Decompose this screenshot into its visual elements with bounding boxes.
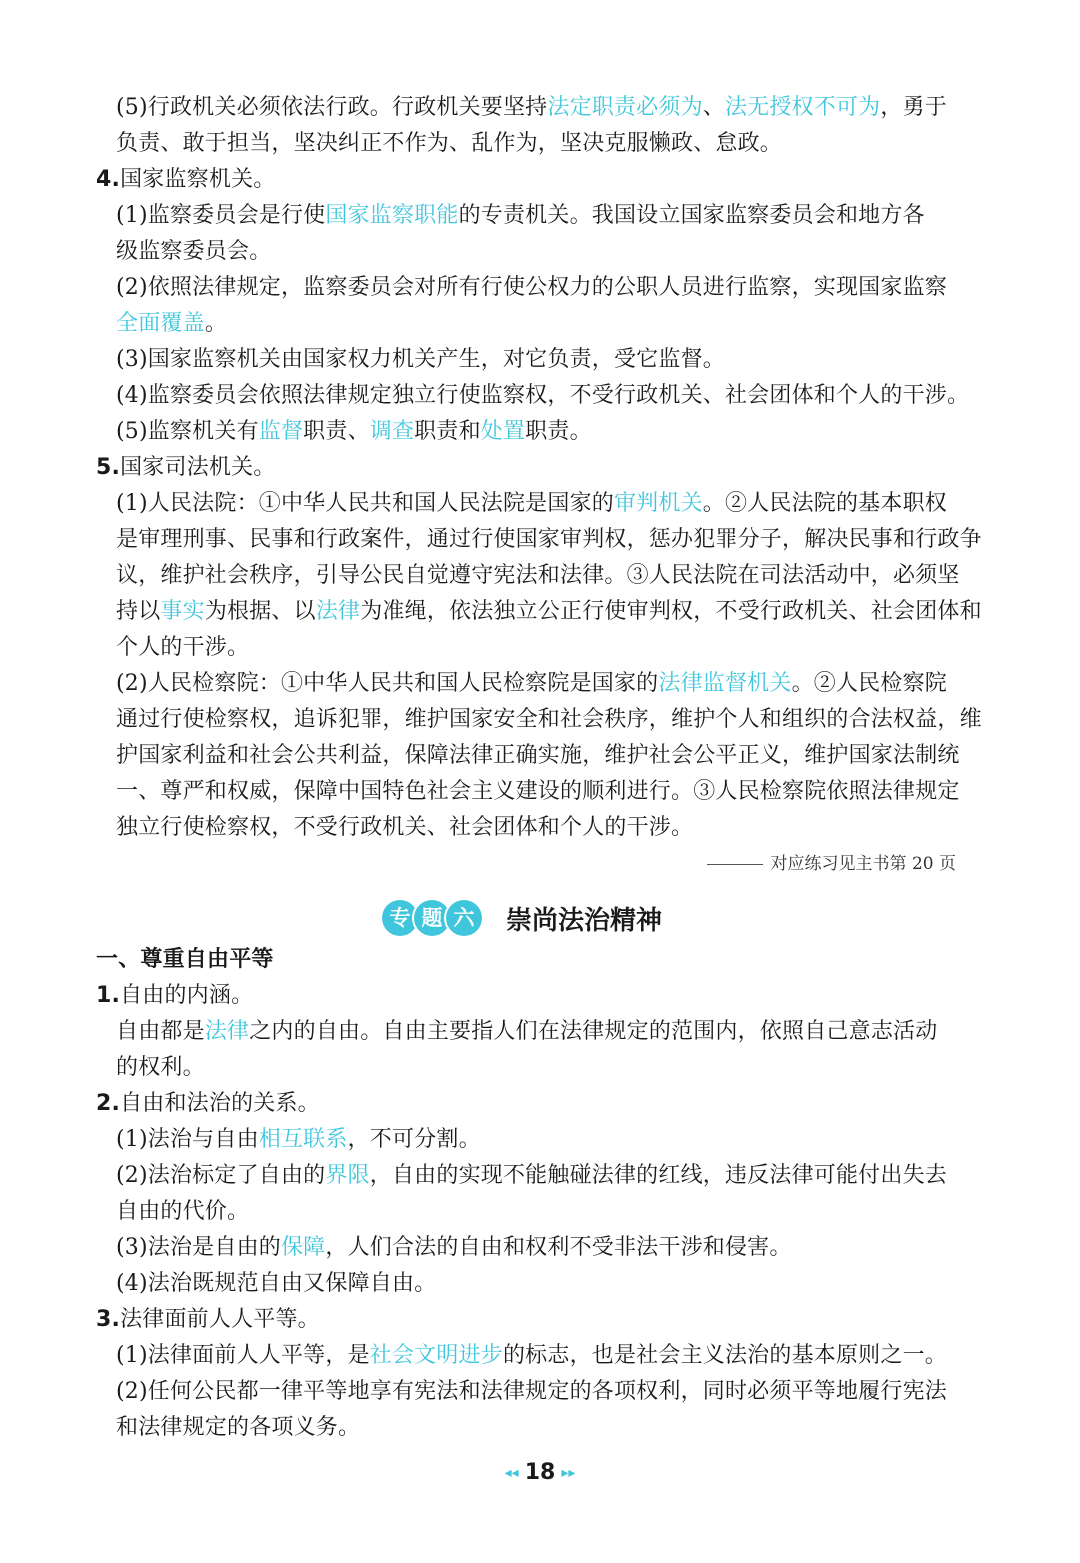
text-line: (3)法治是自由的保障，人们合法的自由和权利不受非法干涉和侵害。	[116, 1235, 792, 1260]
text-line: 负责、敢于担当，坚决纠正不作为、乱作为，坚决克服懒政、怠政。	[116, 131, 783, 156]
text-line: (1)人民法院：①中华人民共和国人民法院是国家的审判机关。②人民法院的基本职权	[116, 491, 947, 516]
highlight-term: 法定职责必须为	[547, 95, 703, 120]
section-heading: 4.国家监察机关。	[96, 167, 276, 192]
highlight-term: 法律	[204, 1019, 250, 1044]
highlight-term: 调查	[369, 419, 415, 444]
text-line: (2)人民检察院：①中华人民共和国人民检察院是国家的法律监督机关。②人民检察院	[116, 671, 947, 696]
text-line: (1)法治与自由相互联系，不可分割。	[116, 1127, 481, 1152]
topic-badge: 六	[446, 900, 482, 936]
section-heading: 1.自由的内涵。	[96, 983, 254, 1008]
dash-rule	[707, 864, 763, 865]
topic-badges	[382, 900, 478, 936]
highlight-term: 法无授权不可为	[724, 95, 881, 120]
highlight-term: 法律	[315, 599, 361, 624]
page-number: ◂◂ 18 ▸▸	[504, 1460, 576, 1485]
text-line: (3)国家监察机关由国家权力机关产生，对它负责，受它监督。	[116, 347, 725, 372]
text-line: 独立行使检察权，不受行政机关、社会团体和个人的干涉。	[116, 815, 694, 840]
text-line: 持以事实为根据、以法律为准绳，依法独立公正行使审判权，不受行政机关、社会团体和	[116, 599, 982, 624]
text-line: (5)行政机关必须依法行政。行政机关要坚持法定职责必须为、法无授权不可为，勇于	[116, 95, 947, 120]
text-line: (4)监察委员会依照法律规定独立行使监察权，不受行政机关、社会团体和个人的干涉。	[116, 383, 970, 408]
text-line: (1)监察委员会是行使国家监察职能的专责机关。我国设立国家监察委员会和地方各	[116, 203, 925, 228]
right-arrows-icon: ▸▸	[561, 1465, 576, 1481]
topic-badge: 题	[414, 900, 450, 936]
highlight-term: 处置	[480, 419, 526, 444]
text-line: 个人的干涉。	[116, 635, 250, 660]
topic-badge: 专	[382, 900, 418, 936]
text-line: 自由都是法律之内的自由。自由主要指人们在法律规定的范围内，依照自己意志活动	[116, 1019, 938, 1044]
text-line: (2)依照法律规定，监察委员会对所有行使公权力的公职人员进行监察，实现国家监察	[116, 275, 947, 300]
part-heading: 一、尊重自由平等	[96, 947, 274, 972]
text-line: 和法律规定的各项义务。	[116, 1415, 361, 1440]
highlight-term: 国家监察职能	[325, 203, 459, 228]
text-line: 的权利。	[116, 1055, 205, 1080]
text-line: (5)监察机关有监督职责、调查职责和处置职责。	[116, 419, 592, 444]
highlight-term: 相互联系	[258, 1127, 348, 1152]
text-line: (1)法律面前人人平等，是社会文明进步的标志，也是社会主义法治的基本原则之一。	[116, 1343, 947, 1368]
section-heading: 3.法律面前人人平等。	[96, 1307, 320, 1332]
text-line: 全面覆盖。	[116, 311, 228, 336]
text-line: 通过行使检察权，追诉犯罪，维护国家安全和社会秩序，维护个人和组织的合法权益，维	[116, 707, 982, 732]
left-arrows-icon: ◂◂	[504, 1465, 519, 1481]
highlight-term: 监督	[258, 419, 304, 444]
cross-reference: 对应练习见主书第 20 页	[707, 852, 956, 876]
highlight-term: 全面覆盖	[116, 311, 205, 336]
text-line: 自由的代价。	[116, 1199, 250, 1224]
text-line: 一、尊严和权威，保障中国特色社会主义建设的顺利进行。③人民检察院依照法律规定	[116, 779, 960, 804]
topic-header	[382, 896, 662, 940]
text-line: 护国家利益和社会公共利益，保障法律正确实施，维护社会公平正义，维护国家法制统	[116, 743, 960, 768]
highlight-term: 审判机关	[613, 491, 703, 516]
highlight-term: 界限	[325, 1163, 370, 1188]
text-line: (2)任何公民都一律平等地享有宪法和法律规定的各项权利，同时必须平等地履行宪法	[116, 1379, 947, 1404]
section-heading: 5.国家司法机关。	[96, 455, 276, 480]
text-line: 级监察委员会。	[116, 239, 272, 264]
highlight-term: 保障	[280, 1235, 326, 1260]
text-line: 议，维护社会秩序，引导公民自觉遵守宪法和法律。③人民法院在司法活动中，必须坚	[116, 563, 960, 588]
text-line: 是审理刑事、民事和行政案件，通过行使国家审判权，惩办犯罪分子，解决民事和行政争	[116, 527, 982, 552]
text-line: (2)法治标定了自由的界限，自由的实现不能触碰法律的红线，违反法律可能付出失去	[116, 1163, 947, 1188]
highlight-term: 法律监督机关	[658, 671, 792, 696]
highlight-term: 社会文明进步	[369, 1343, 503, 1368]
topic-title: 崇尚法治精神	[506, 905, 663, 936]
highlight-term: 事实	[160, 599, 205, 624]
section-heading: 2.自由和法治的关系。	[96, 1091, 320, 1116]
text-line: (4)法治既规范自由又保障自由。	[116, 1271, 437, 1296]
